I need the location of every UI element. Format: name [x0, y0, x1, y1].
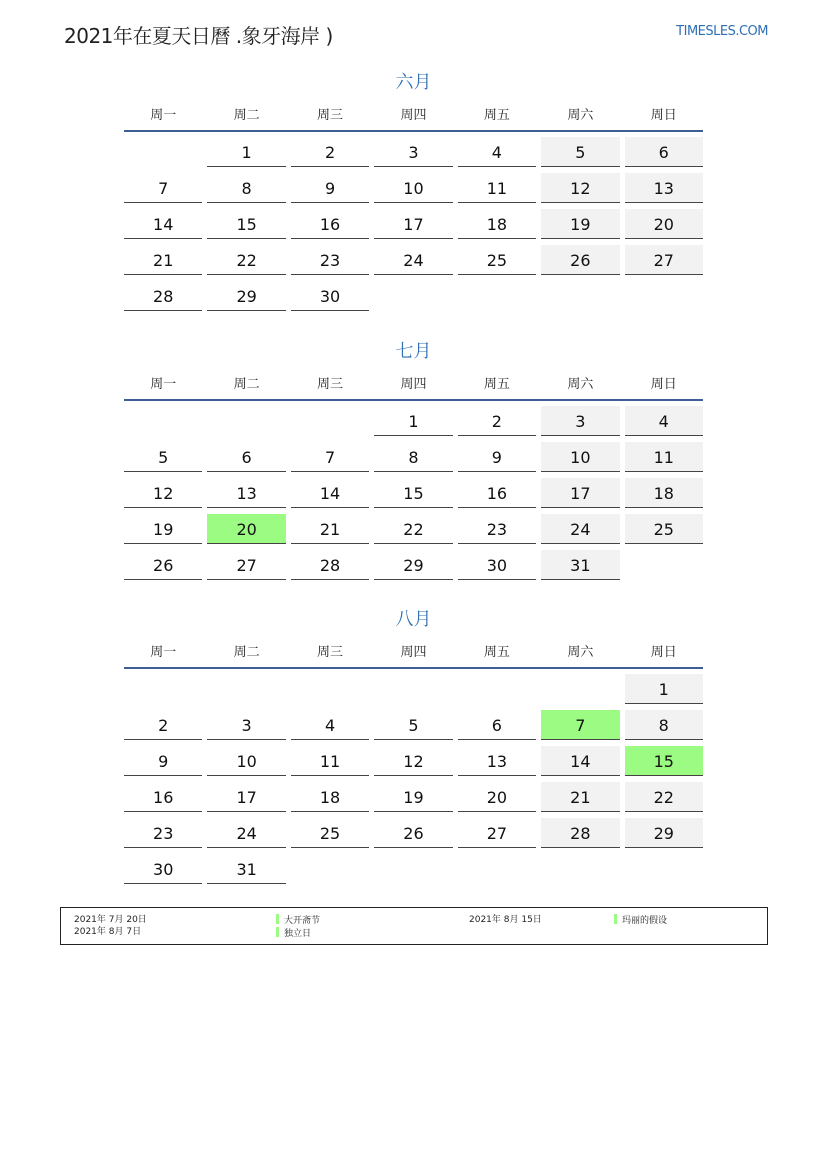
day-cell: 1 — [374, 406, 452, 436]
day-cell: 15 — [374, 478, 452, 508]
day-cell: 31 — [541, 550, 619, 580]
weekday-label: 周日 — [650, 107, 677, 123]
day-cell: 9 — [458, 442, 536, 472]
weekday-label: 周五 — [483, 644, 510, 660]
empty-day-cell — [291, 674, 369, 704]
day-cell: 18 — [625, 478, 703, 508]
holiday-day-cell: 15 — [625, 746, 703, 776]
day-cell: 17 — [207, 782, 285, 812]
month-title: 八月 — [395, 609, 432, 630]
day-cell: 23 — [124, 818, 202, 848]
day-cell: 14 — [124, 209, 202, 239]
legend-name: 大开斋节 — [284, 916, 321, 926]
day-cell: 3 — [207, 710, 285, 740]
day-cell: 7 — [124, 173, 202, 203]
day-cell: 29 — [374, 550, 452, 580]
legend-dates-2 — [469, 914, 542, 926]
day-cell: 1 — [625, 674, 703, 704]
day-cell: 21 — [291, 514, 369, 544]
holiday-day-cell: 20 — [207, 514, 285, 544]
empty-day-cell — [291, 406, 369, 436]
header-rule — [124, 399, 703, 401]
empty-day-cell — [458, 674, 536, 704]
day-cell: 9 — [124, 746, 202, 776]
day-cell: 22 — [374, 514, 452, 544]
day-grid — [124, 137, 703, 317]
day-cell: 12 — [124, 478, 202, 508]
weekday-label: 周四 — [400, 644, 427, 660]
day-cell: 2 — [124, 710, 202, 740]
day-cell: 5 — [541, 137, 619, 167]
weekday-label: 周二 — [233, 376, 260, 392]
holiday-day-cell: 7 — [541, 710, 619, 740]
day-cell: 16 — [124, 782, 202, 812]
day-cell: 13 — [458, 746, 536, 776]
day-cell: 27 — [625, 245, 703, 275]
day-cell: 18 — [458, 209, 536, 239]
day-cell: 28 — [541, 818, 619, 848]
empty-day-cell — [124, 406, 202, 436]
day-cell: 4 — [458, 137, 536, 167]
weekday-label: 周六 — [567, 376, 594, 392]
day-cell: 27 — [207, 550, 285, 580]
day-cell: 11 — [625, 442, 703, 472]
empty-day-cell — [541, 674, 619, 704]
day-cell: 29 — [207, 281, 285, 311]
weekday-label: 周三 — [317, 644, 344, 660]
day-cell: 19 — [374, 782, 452, 812]
site-link[interactable]: TIMESLES.COM — [676, 24, 768, 39]
day-cell: 13 — [207, 478, 285, 508]
day-cell: 24 — [374, 245, 452, 275]
day-cell: 22 — [625, 782, 703, 812]
day-cell: 3 — [374, 137, 452, 167]
day-cell: 30 — [458, 550, 536, 580]
weekday-header — [124, 365, 703, 399]
empty-day-cell — [124, 674, 202, 704]
day-cell: 31 — [207, 854, 285, 884]
day-cell: 25 — [458, 245, 536, 275]
day-cell: 1 — [207, 137, 285, 167]
day-cell: 26 — [124, 550, 202, 580]
day-cell: 12 — [374, 746, 452, 776]
legend-date: 2021年 7月 20日 — [74, 915, 147, 925]
day-cell: 18 — [291, 782, 369, 812]
legend-name: 玛丽的假设 — [622, 916, 668, 926]
weekday-label: 周日 — [650, 376, 677, 392]
day-cell: 2 — [291, 137, 369, 167]
day-cell: 14 — [291, 478, 369, 508]
day-cell: 4 — [291, 710, 369, 740]
day-cell: 25 — [291, 818, 369, 848]
day-cell: 26 — [541, 245, 619, 275]
legend-item — [276, 914, 320, 927]
legend-date: 2021年 8月 15日 — [469, 915, 542, 925]
page-title: 2021年在夏天日曆 .象牙海岸 ) — [64, 24, 333, 48]
day-cell: 6 — [625, 137, 703, 167]
day-cell: 20 — [458, 782, 536, 812]
day-cell: 3 — [541, 406, 619, 436]
day-cell: 11 — [291, 746, 369, 776]
weekday-label: 周一 — [150, 107, 177, 123]
day-cell: 16 — [458, 478, 536, 508]
day-cell: 24 — [541, 514, 619, 544]
day-cell: 10 — [207, 746, 285, 776]
legend-item — [614, 914, 667, 927]
month-august — [124, 607, 703, 890]
day-cell: 22 — [207, 245, 285, 275]
weekday-label: 周六 — [567, 644, 594, 660]
weekday-label: 周四 — [400, 376, 427, 392]
weekday-label: 周日 — [650, 644, 677, 660]
day-cell: 19 — [541, 209, 619, 239]
day-cell: 27 — [458, 818, 536, 848]
day-cell: 17 — [374, 209, 452, 239]
day-cell: 2 — [458, 406, 536, 436]
day-cell: 16 — [291, 209, 369, 239]
day-cell: 21 — [124, 245, 202, 275]
day-cell: 20 — [625, 209, 703, 239]
day-grid — [124, 406, 703, 586]
weekday-label: 周二 — [233, 644, 260, 660]
day-cell: 28 — [291, 550, 369, 580]
day-cell: 10 — [374, 173, 452, 203]
day-cell: 6 — [458, 710, 536, 740]
holiday-swatch — [276, 927, 279, 937]
day-cell: 5 — [374, 710, 452, 740]
weekday-label: 周四 — [400, 107, 427, 123]
month-july — [124, 339, 703, 586]
weekday-header — [124, 96, 703, 130]
legend-name: 独立日 — [284, 929, 312, 939]
day-cell: 8 — [625, 710, 703, 740]
day-cell: 15 — [207, 209, 285, 239]
weekday-label: 周五 — [483, 107, 510, 123]
day-cell: 4 — [625, 406, 703, 436]
weekday-label: 周五 — [483, 376, 510, 392]
header-rule — [124, 130, 703, 132]
empty-day-cell — [207, 406, 285, 436]
day-cell: 7 — [291, 442, 369, 472]
day-cell: 26 — [374, 818, 452, 848]
day-cell: 6 — [207, 442, 285, 472]
legend-names-1 — [276, 914, 320, 940]
legend-names-2 — [614, 914, 667, 927]
day-cell: 24 — [207, 818, 285, 848]
holiday-swatch — [276, 914, 279, 924]
day-cell: 12 — [541, 173, 619, 203]
header-rule — [124, 667, 703, 669]
day-cell: 14 — [541, 746, 619, 776]
day-cell: 9 — [291, 173, 369, 203]
weekday-header — [124, 633, 703, 667]
day-cell: 25 — [625, 514, 703, 544]
day-cell: 30 — [124, 854, 202, 884]
weekday-label: 周一 — [150, 644, 177, 660]
day-cell: 30 — [291, 281, 369, 311]
weekday-label: 周三 — [317, 376, 344, 392]
legend-date: 2021年 8月 7日 — [74, 927, 142, 937]
day-cell: 19 — [124, 514, 202, 544]
month-june — [124, 70, 703, 317]
day-cell: 13 — [625, 173, 703, 203]
month-title: 六月 — [395, 72, 432, 93]
day-cell: 29 — [625, 818, 703, 848]
day-cell: 28 — [124, 281, 202, 311]
day-cell: 11 — [458, 173, 536, 203]
weekday-label: 周六 — [567, 107, 594, 123]
holiday-legend — [60, 907, 768, 945]
weekday-label: 周三 — [317, 107, 344, 123]
day-grid — [124, 674, 703, 890]
empty-day-cell — [374, 674, 452, 704]
holiday-swatch — [614, 914, 617, 924]
day-cell: 23 — [458, 514, 536, 544]
day-cell: 17 — [541, 478, 619, 508]
day-cell: 23 — [291, 245, 369, 275]
weekday-label: 周一 — [150, 376, 177, 392]
day-cell: 10 — [541, 442, 619, 472]
day-cell: 21 — [541, 782, 619, 812]
empty-day-cell — [207, 674, 285, 704]
legend-item — [276, 927, 320, 940]
day-cell: 8 — [207, 173, 285, 203]
day-cell: 8 — [374, 442, 452, 472]
weekday-label: 周二 — [233, 107, 260, 123]
legend-dates-1 — [74, 914, 147, 938]
month-title: 七月 — [395, 341, 432, 362]
day-cell: 5 — [124, 442, 202, 472]
empty-day-cell — [124, 137, 202, 167]
